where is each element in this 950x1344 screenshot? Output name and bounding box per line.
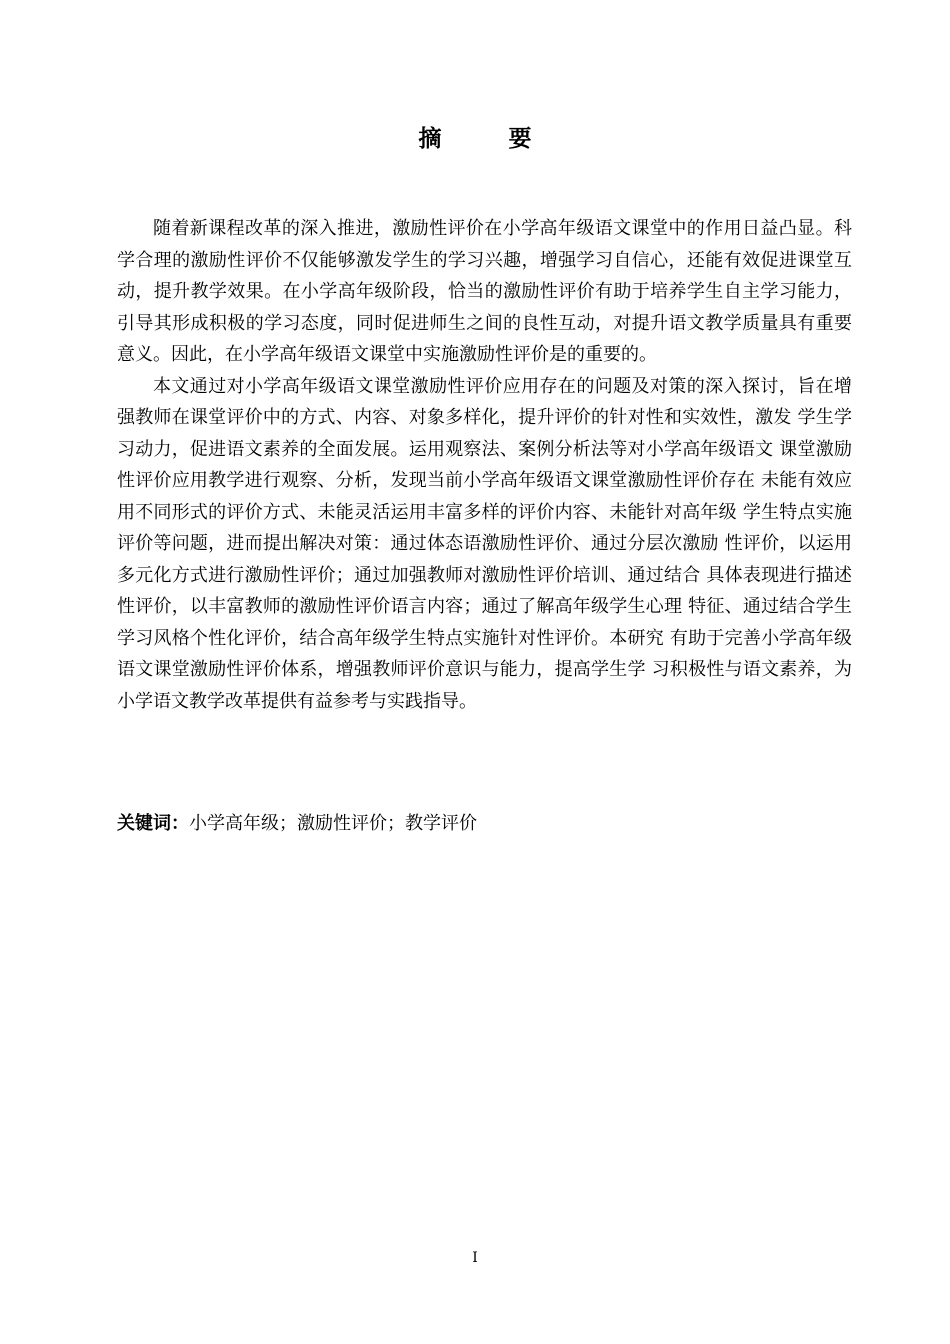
abstract-paragraph-2: 本文通过对小学高年级语文课堂激励性评价应用存在的问题及对策的深入探讨，旨在增强教师在课堂评价中的方式、内容、对象多样化，提升评价的针对性和实效性，激发 学生学习动力，促进语文素养的全面发展。运用观察法、案例分析法等对小学高年级语文 课堂激励性评价应用教学进行观察、分析，发现当前小学高年级语文课堂激励性评价存在 未能有效应用不同形式的评价方式、未能灵活运用丰富多样的评价内容、未能针对高年级 学生特点实施评价等问题，进而提出解决对策：通过体态语激励性评价、通过分层次激励 性评价，以运用多元化方式进行激励性评价；通过加强教师对激励性评价培训、通过结合 具体表现进行描述性评价，以丰富教师的激励性评价语言内容；通过了解高年级学生心理 特征、通过结合学生学习风格个性化评价，结合高年级学生特点实施针对性评价。本研究 有助于完善小学高年级语文课堂激励性评价体系，增强教师评价意识与能力，提高学生学 习积极性与语文素养，为小学语文教学改革提供有益参考与实践指导。 (117, 375, 852, 712)
keywords-value: 小学高年级；激励性评价；教学评价 (189, 813, 477, 834)
keywords-line (117, 809, 852, 839)
abstract-body (117, 213, 852, 717)
abstract-paragraph-1: 随着新课程改革的深入推进，激励性评价在小学高年级语文课堂中的作用日益凸显。科学合理的激励性评价不仅能够激发学生的学习兴趣，增强学习自信心，还能有效促进课堂互动，提升教学效果。在小学高年级阶段，恰当的激励性评价有助于培养学生自主学习能力，引导其形成积极的学习态度，同时促进师生之间的良性互动，对提升语文教学质量具有重要意义。因此，在小学高年级语文课堂中实施激励性评价是的重要的。 (117, 218, 852, 365)
keywords-label: 关键词： (117, 813, 189, 834)
page-number: I (472, 1250, 478, 1266)
abstract-title: 摘 要 (418, 126, 554, 152)
